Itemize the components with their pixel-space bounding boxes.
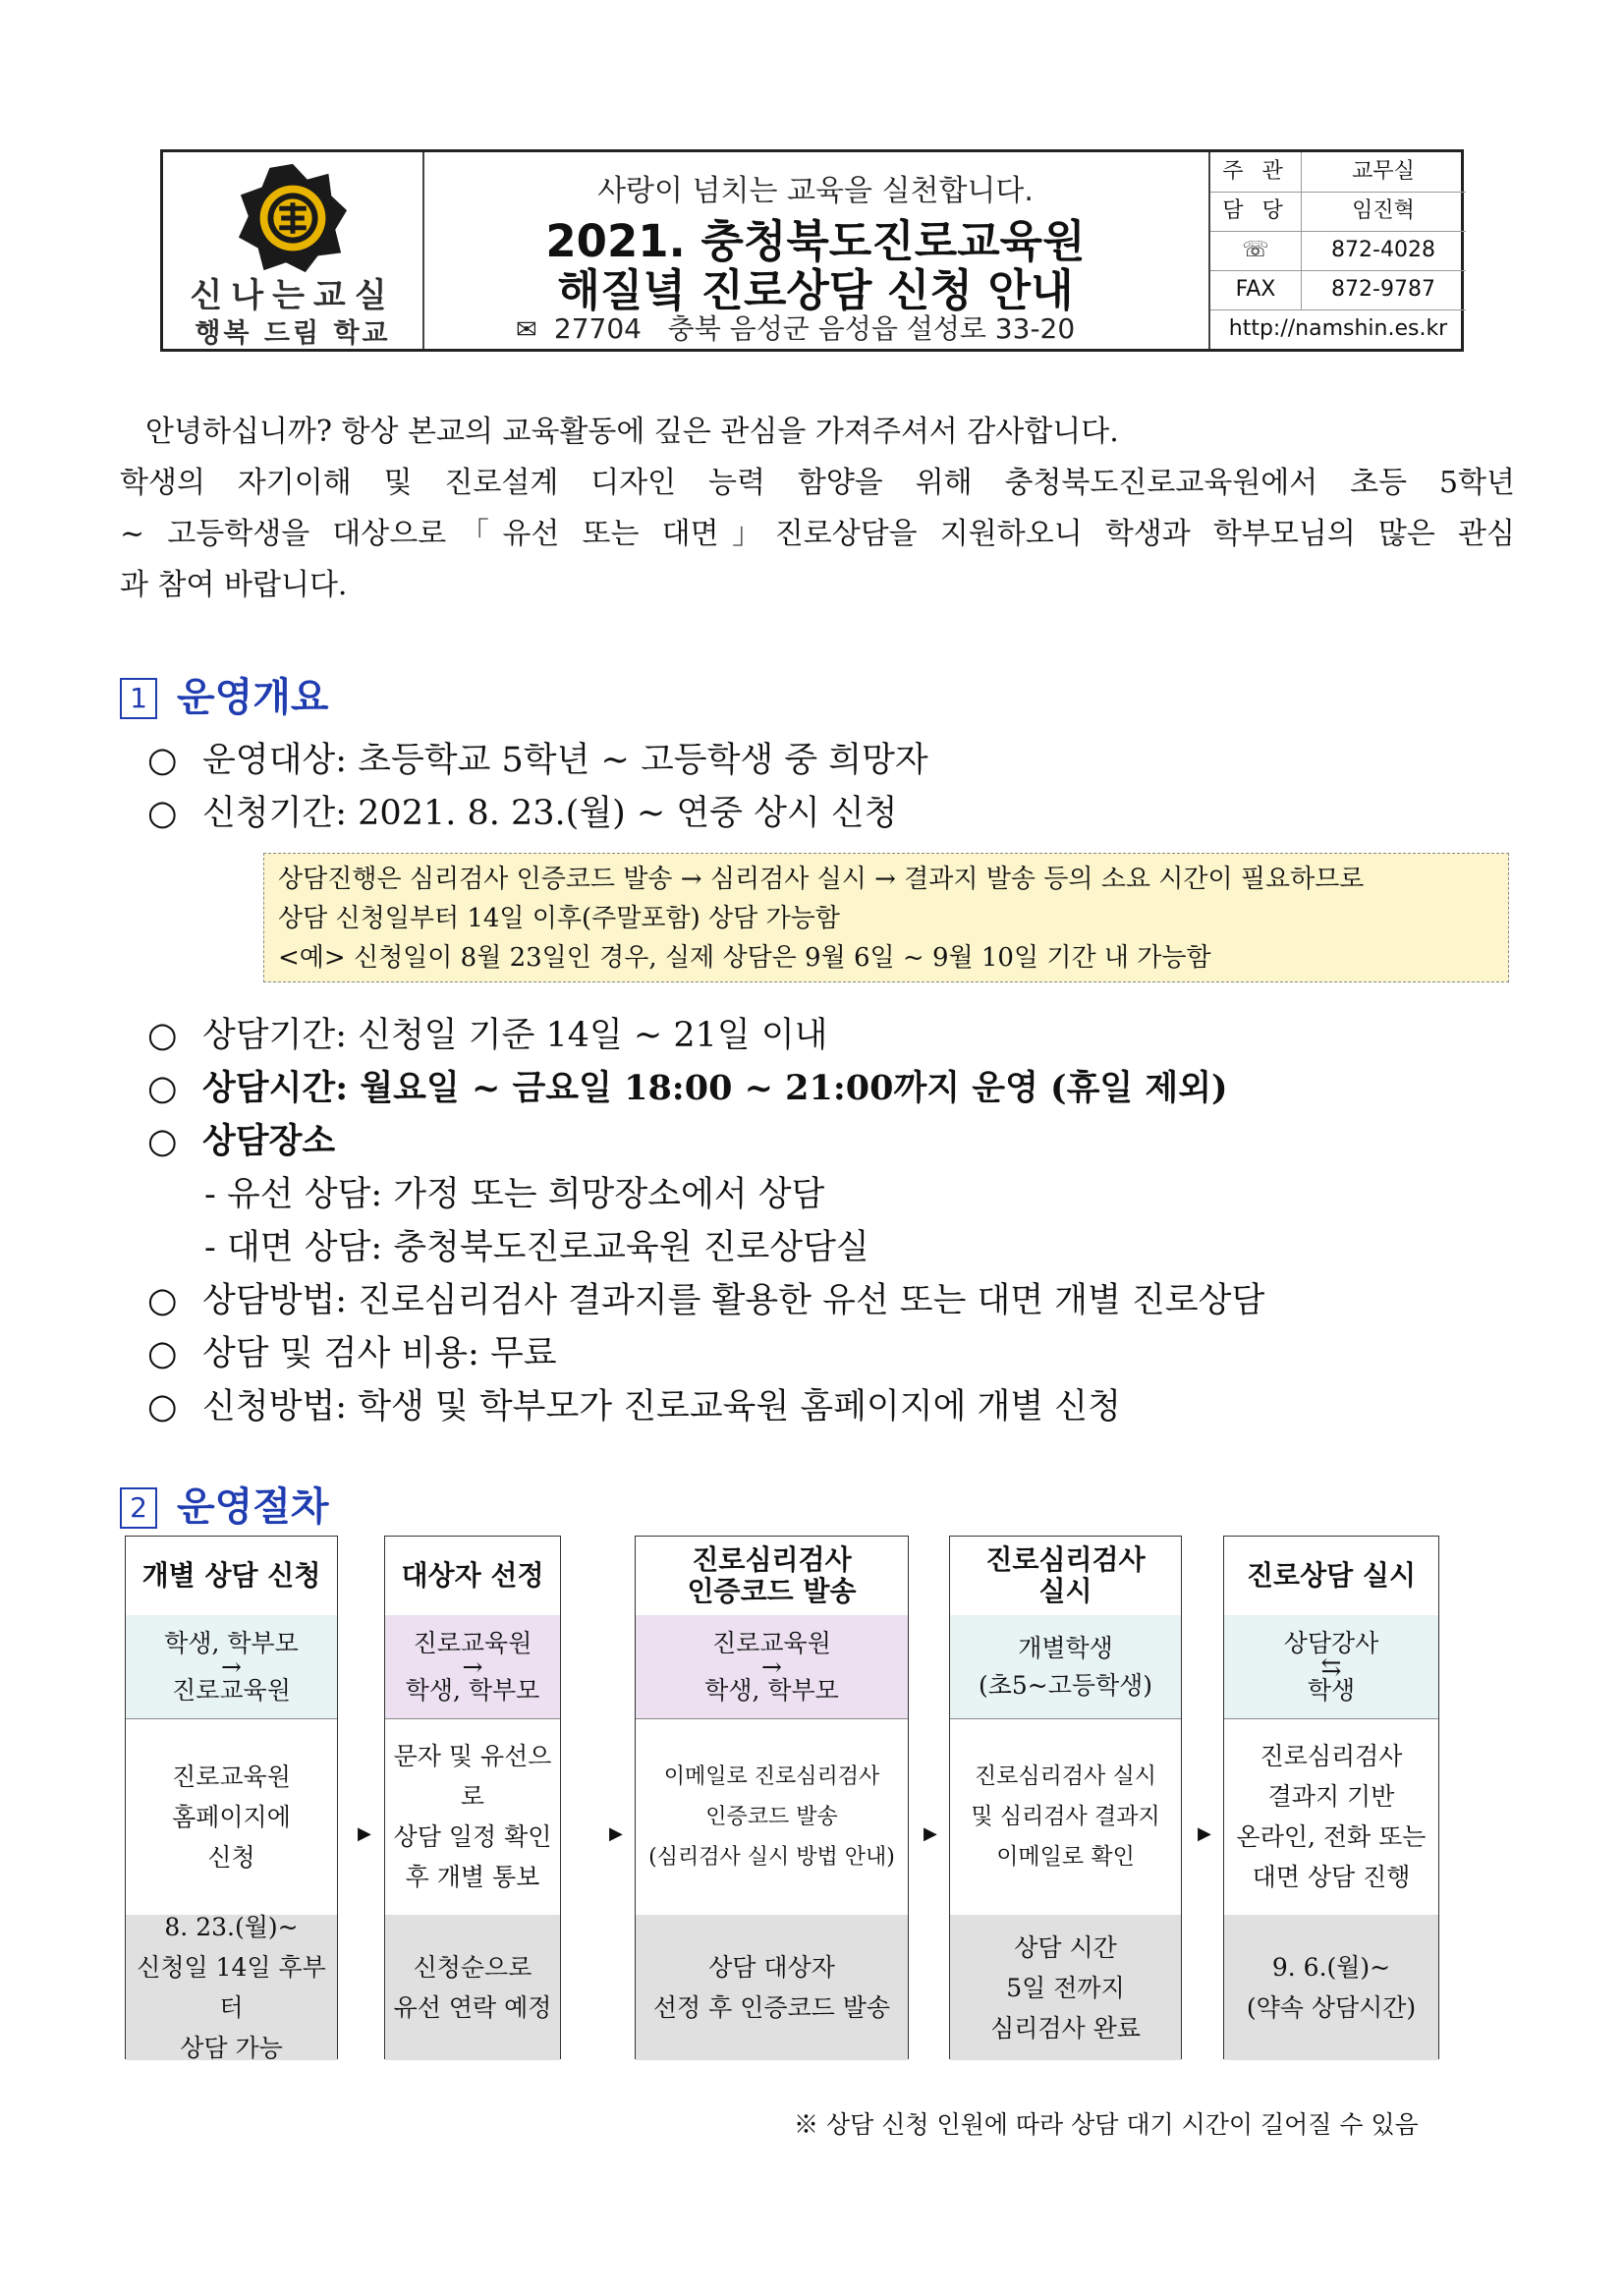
flow-arrow-icon: ▶ [609,1823,623,1844]
flow-arrow-icon: ▶ [358,1823,371,1844]
flow-step-role: 학생, 학부모 → 진로교육원 [126,1615,337,1719]
footnote: ※ 상담 신청 인원에 따라 상담 대기 시간이 길어질 수 있음 [794,2110,1419,2139]
info-key: FAX [1210,270,1302,309]
flow-step-schedule: 9. 6.(월)~ (약속 상담시간) [1224,1915,1438,2060]
flow-step [635,1536,909,2059]
flow-step-description: 문자 및 유선으로 상담 일정 확인 후 개별 통보 [385,1718,560,1916]
intro-line: 안녕하십니까? 항상 본교의 교육활동에 깊은 관심을 가져주셔서 감사합니다. [145,415,1119,449]
info-row [1210,231,1466,271]
info-value: 임진혁 [1352,198,1415,223]
school-address [516,308,1154,347]
info-value: 872-9787 [1331,277,1435,302]
info-table [1208,152,1466,349]
flow-step-schedule: 8. 23.(월)~ 신청일 14일 후부터 상담 가능 [126,1915,337,2060]
document-title-line1: 2021. 충청북도진로교육원 [545,215,1086,267]
flow-step-title: 진로심리검사 실시 [950,1537,1181,1616]
overview-item: ○ 상담 및 검사 비용: 무료 [147,1334,557,1373]
school-website-link[interactable]: http://namshin.es.kr [1228,316,1448,341]
flow-step-role: 개별학생 (초5~고등학생) [950,1615,1181,1719]
note-line: 상담진행은 심리검사 인증코드 발송 → 심리검사 실시 → 결과지 발송 등의 소요 시간이 필요하므로 [278,865,1365,894]
info-row [1210,270,1466,310]
flow-step-title: 개별 상담 신청 [126,1537,337,1616]
mail-icon: ✉ [516,315,537,345]
flow-step-role: 상담강사 ⇆ 학생 [1224,1615,1438,1719]
flow-step-role: 진로교육원 → 학생, 학부모 [385,1615,560,1719]
section-heading [120,666,329,722]
overview-item: ○ 상담기간: 신청일 기준 14일 ~ 21일 이내 [147,1016,828,1055]
flow-step-title: 진로상담 실시 [1224,1537,1438,1616]
overview-item: ○ 상담방법: 진로심리검사 결과지를 활용한 유선 또는 대면 개별 진로상담 [147,1281,1265,1320]
info-row [1210,192,1466,232]
overview-subitem: - 대면 상담: 충청북도진로교육원 진로상담실 [204,1228,869,1267]
flow-step [125,1536,338,2062]
flow-arrow-icon: ▶ [924,1823,937,1844]
intro-line: 학생의 자기이해 및 진로설계 디자인 능력 함양을 위해 충청북도진로교육원에서 초등 5학년 [120,466,1515,500]
intro-line: 과 참여 바랍니다. [120,568,348,602]
logo-text-line2: 행복 드림 학교 [195,318,391,349]
exchange-arrows-icon: ⇆ [1320,1651,1342,1681]
note-line: 상담 신청일부터 14일 이후(주말포함) 상담 가능함 [278,904,840,933]
overview-item: ○ 상담장소 [147,1121,336,1161]
school-logo [163,152,424,349]
flow-step-description: 이메일로 진로심리검사 인증코드 발송 (심리검사 실시 방법 안내) [636,1718,908,1916]
info-key: 담 당 [1210,192,1302,231]
flow-step [949,1536,1182,2059]
overview-item: ○ 신청방법: 학생 및 학부모가 진로교육원 홈페이지에 개별 신청 [147,1387,1121,1427]
overview-subitem: - 유선 상담: 가정 또는 희망장소에서 상담 [204,1175,825,1214]
overview-item: ○ 신청기간: 2021. 8. 23.(월) ~ 연중 상시 신청 [147,794,898,833]
info-row [1210,152,1466,193]
info-value: 교무실 [1352,159,1415,184]
flow-step-schedule: 신청순으로 유선 연락 예정 [385,1915,560,2060]
title-cell [422,152,1208,349]
intro-line: ~ 고등학생을 대상으로「유선 또는 대면」진로상담을 지원하오니 학생과 학부모님의 많은 관심 [120,517,1515,551]
info-value: 872-4028 [1331,238,1435,262]
flow-step-role: 진로교육원 → 학생, 학부모 [636,1615,908,1719]
note-box [263,853,1509,982]
flow-step-description: 진로심리검사 결과지 기반 온라인, 전화 또는 대면 상담 진행 [1224,1718,1438,1916]
flow-step-description: 진로심리검사 실시 및 심리검사 결과지 이메일로 확인 [950,1718,1181,1916]
document-header [160,149,1464,352]
flow-step [1223,1536,1439,2059]
address-text: 27704 충북 음성군 음성읍 설성로 33-20 [553,312,1076,345]
section-heading [120,1476,329,1532]
overview-item: ○ 운영대상: 초등학교 5학년 ~ 고등학생 중 희망자 [147,741,928,780]
section-number: 2 [120,1487,157,1529]
phone-icon: ☏ [1210,231,1302,270]
note-line: <예> 신청일이 8월 23일인 경우, 실제 상담은 9월 6일 ~ 9월 10일 기간 내 가능함 [278,943,1211,973]
overview-item: ○ 상담시간: 월요일 ~ 금요일 18:00 ~ 21:00까지 운영 (휴일 제외) [147,1068,1228,1108]
section-number: 1 [120,678,157,719]
flow-arrow-icon: ▶ [1198,1823,1211,1844]
slogan: 사랑이 넘치는 교육을 실천합니다. [597,174,1034,208]
flow-step-schedule: 상담 대상자 선정 후 인증코드 발송 [636,1915,908,2060]
flow-step-title: 대상자 선정 [385,1537,560,1616]
document-title-line2: 해질녘 진로상담 신청 안내 [557,264,1074,316]
school-emblem-icon [235,160,351,276]
info-key: 주 관 [1210,152,1302,192]
section-title: 운영개요 [177,675,329,720]
section-title: 운영절차 [177,1484,329,1530]
logo-text-line1: 신나는교실 [190,276,396,315]
flow-step [384,1536,561,2059]
flow-step-title: 진로심리검사 인증코드 발송 [636,1537,908,1616]
flow-step-description: 진로교육원 홈페이지에 신청 [126,1718,337,1916]
flow-step-schedule: 상담 시간 5일 전까지 심리검사 완료 [950,1915,1181,2060]
